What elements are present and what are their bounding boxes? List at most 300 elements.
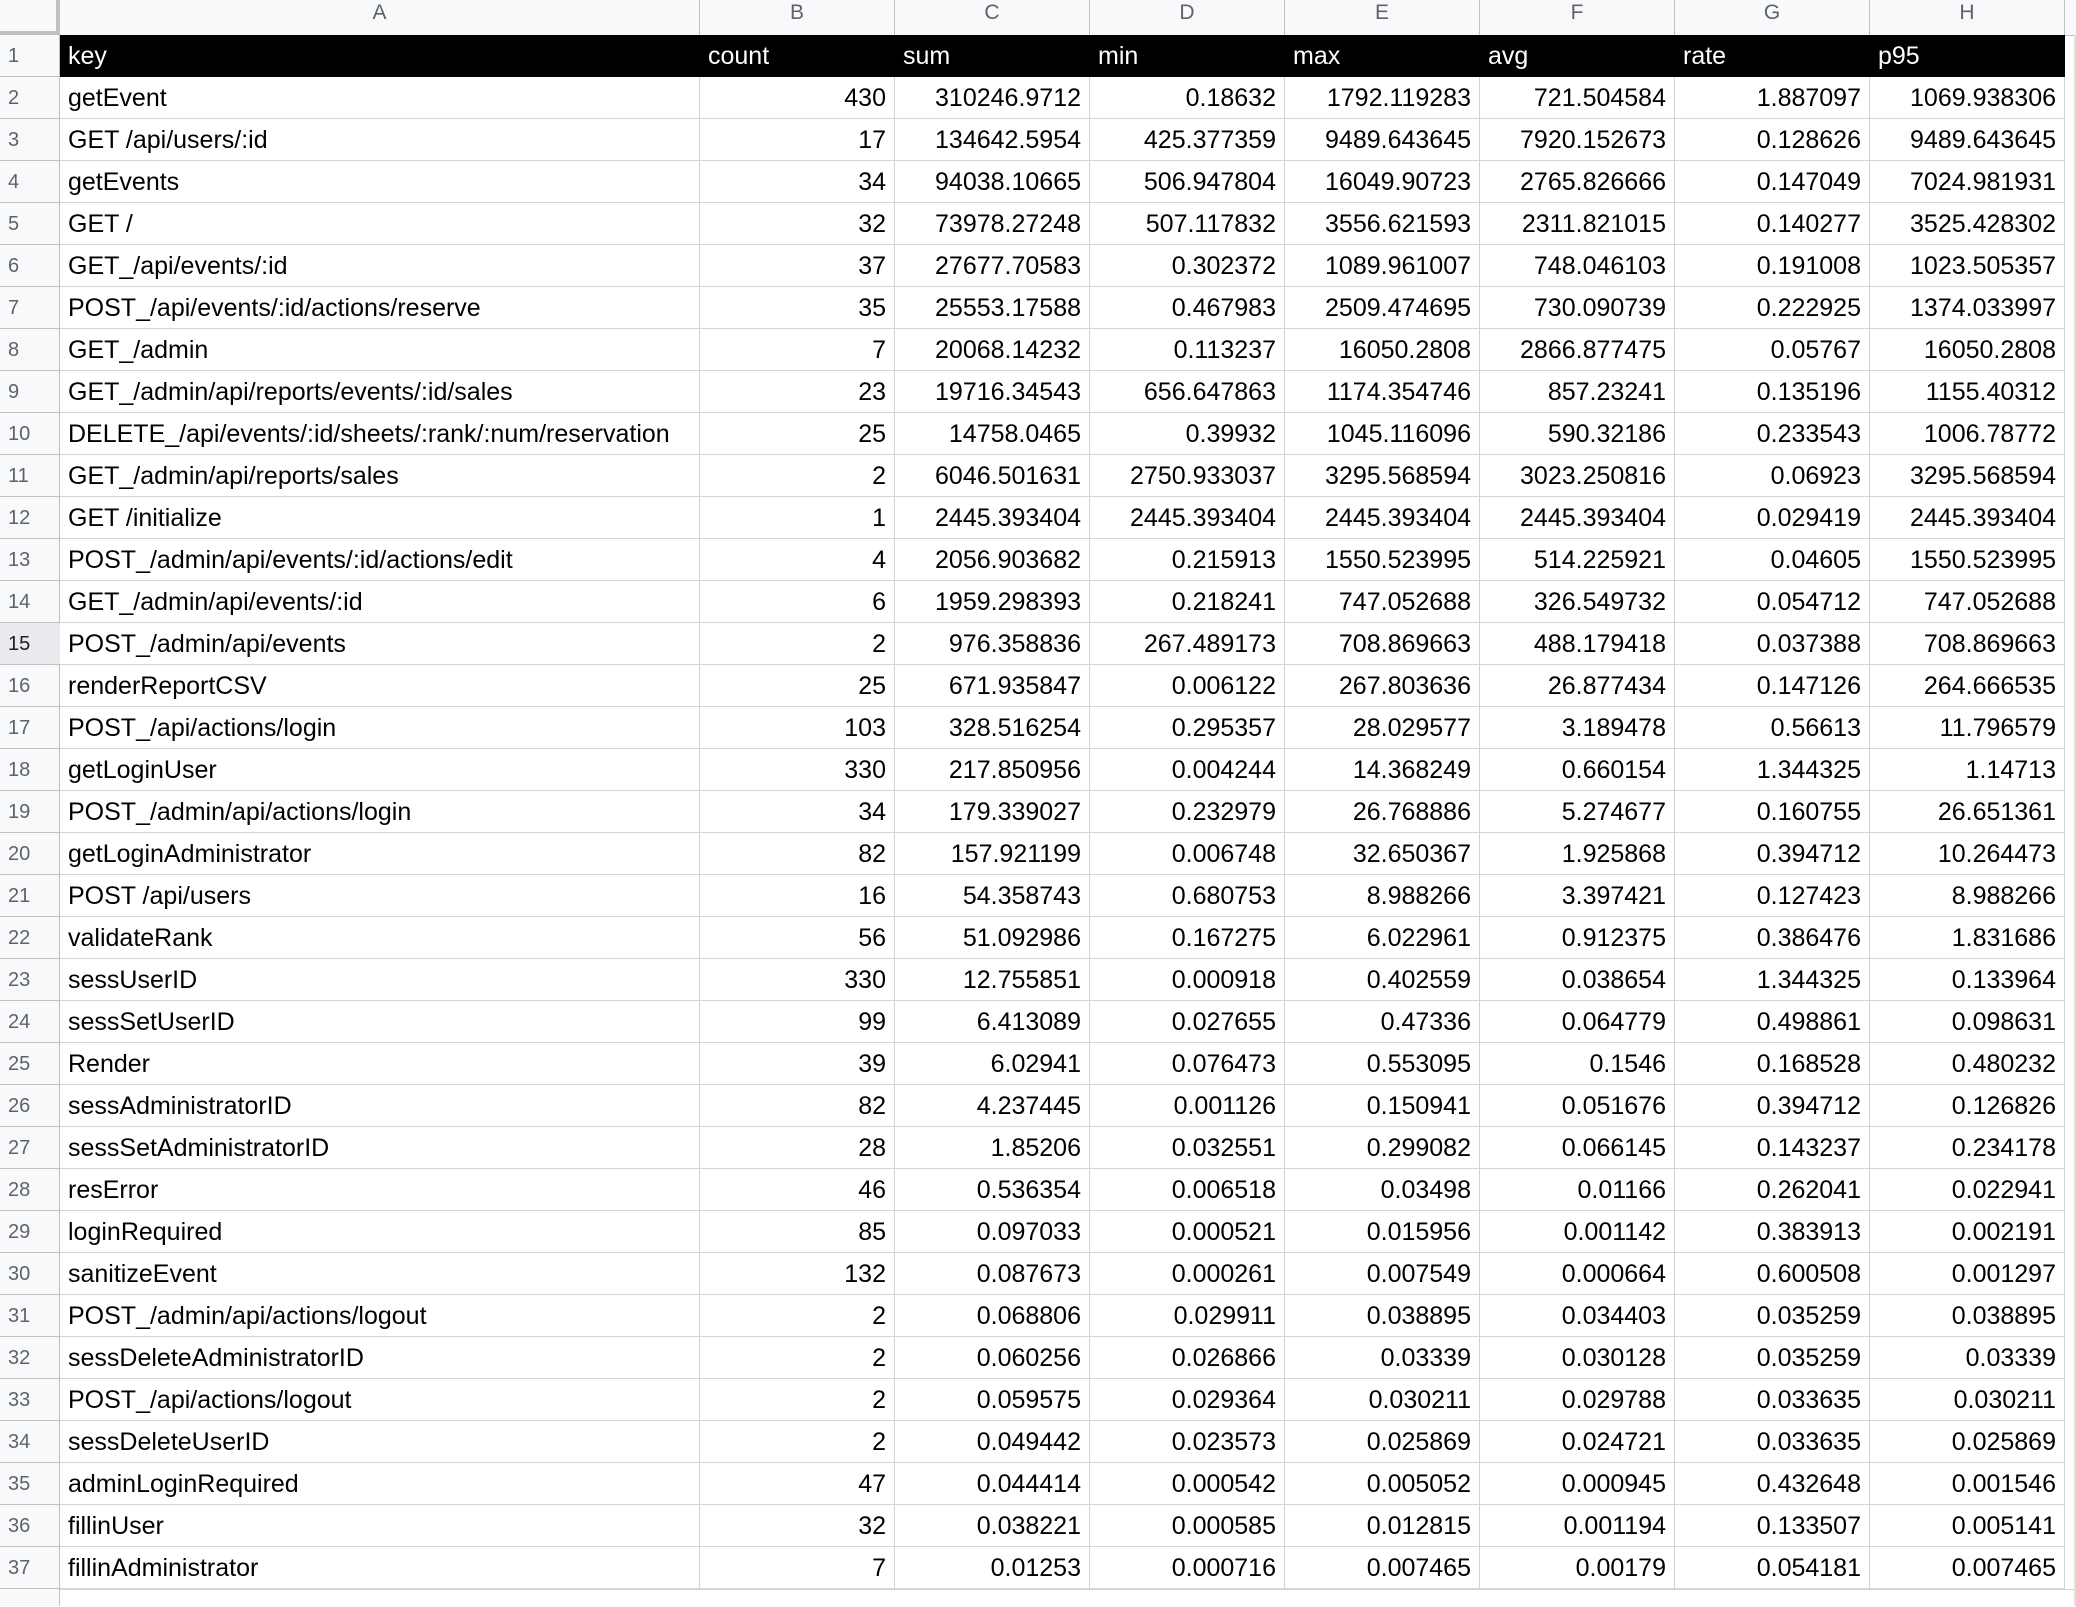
value-cell[interactable]: 35 [700, 287, 895, 329]
value-cell[interactable]: 0.023573 [1090, 1421, 1285, 1463]
column-header-h[interactable]: H [1870, 0, 2065, 35]
value-cell[interactable]: 32.650367 [1285, 833, 1480, 875]
value-cell[interactable]: 0.1546 [1480, 1043, 1675, 1085]
value-cell[interactable]: 0.030211 [1285, 1379, 1480, 1421]
header-cell-key[interactable]: key [60, 35, 700, 77]
value-cell[interactable]: 0.029419 [1675, 497, 1870, 539]
value-cell[interactable]: 0.051676 [1480, 1085, 1675, 1127]
value-cell[interactable]: 0.034403 [1480, 1295, 1675, 1337]
value-cell[interactable]: 0.167275 [1090, 917, 1285, 959]
value-cell[interactable]: 2445.393404 [1870, 497, 2065, 539]
value-cell[interactable]: 26.768886 [1285, 791, 1480, 833]
key-cell[interactable]: sessAdministratorID [60, 1085, 700, 1127]
header-cell-count[interactable]: count [700, 35, 895, 77]
value-cell[interactable]: 264.666535 [1870, 665, 2065, 707]
value-cell[interactable]: 2311.821015 [1480, 203, 1675, 245]
value-cell[interactable]: 0.536354 [895, 1169, 1090, 1211]
row-header[interactable]: 2 [0, 77, 60, 119]
value-cell[interactable]: 16 [700, 875, 895, 917]
value-cell[interactable]: 37 [700, 245, 895, 287]
value-cell[interactable]: 0.06923 [1675, 455, 1870, 497]
value-cell[interactable]: 2509.474695 [1285, 287, 1480, 329]
value-cell[interactable]: 25553.17588 [895, 287, 1090, 329]
value-cell[interactable]: 0.302372 [1090, 245, 1285, 287]
value-cell[interactable]: 1.85206 [895, 1127, 1090, 1169]
value-cell[interactable]: 0.01253 [895, 1547, 1090, 1589]
value-cell[interactable]: 2445.393404 [1090, 497, 1285, 539]
value-cell[interactable]: 2 [700, 1295, 895, 1337]
value-cell[interactable]: 0.006518 [1090, 1169, 1285, 1211]
value-cell[interactable]: 99 [700, 1001, 895, 1043]
value-cell[interactable]: 28.029577 [1285, 707, 1480, 749]
value-cell[interactable]: 85 [700, 1211, 895, 1253]
value-cell[interactable]: 0.222925 [1675, 287, 1870, 329]
value-cell[interactable]: 0.480232 [1870, 1043, 2065, 1085]
value-cell[interactable]: 0.600508 [1675, 1253, 1870, 1295]
value-cell[interactable]: 0.038221 [895, 1505, 1090, 1547]
value-cell[interactable]: 1550.523995 [1285, 539, 1480, 581]
value-cell[interactable]: 0.143237 [1675, 1127, 1870, 1169]
row-header[interactable]: 13 [0, 539, 60, 581]
value-cell[interactable]: 132 [700, 1253, 895, 1295]
key-cell[interactable]: POST_/api/events/:id/actions/reserve [60, 287, 700, 329]
key-cell[interactable]: loginRequired [60, 1211, 700, 1253]
value-cell[interactable]: 0.147049 [1675, 161, 1870, 203]
value-cell[interactable]: 2445.393404 [1480, 497, 1675, 539]
value-cell[interactable]: 2 [700, 455, 895, 497]
value-cell[interactable]: 747.052688 [1870, 581, 2065, 623]
row-header[interactable]: 34 [0, 1421, 60, 1463]
value-cell[interactable]: 425.377359 [1090, 119, 1285, 161]
value-cell[interactable]: 721.504584 [1480, 77, 1675, 119]
value-cell[interactable]: 1374.033997 [1870, 287, 2065, 329]
key-cell[interactable]: GET / [60, 203, 700, 245]
value-cell[interactable]: 0.038895 [1285, 1295, 1480, 1337]
key-cell[interactable]: GET_/admin [60, 329, 700, 371]
value-cell[interactable]: 28 [700, 1127, 895, 1169]
value-cell[interactable]: 7024.981931 [1870, 161, 2065, 203]
value-cell[interactable]: 94038.10665 [895, 161, 1090, 203]
value-cell[interactable]: 2866.877475 [1480, 329, 1675, 371]
value-cell[interactable]: 0.098631 [1870, 1001, 2065, 1043]
value-cell[interactable]: 0.001297 [1870, 1253, 2065, 1295]
value-cell[interactable]: 0.000716 [1090, 1547, 1285, 1589]
value-cell[interactable]: 330 [700, 959, 895, 1001]
value-cell[interactable]: 56 [700, 917, 895, 959]
value-cell[interactable]: 0.029788 [1480, 1379, 1675, 1421]
row-header[interactable]: 25 [0, 1043, 60, 1085]
value-cell[interactable]: 2 [700, 1421, 895, 1463]
value-cell[interactable]: 10.264473 [1870, 833, 2065, 875]
value-cell[interactable]: 0.000585 [1090, 1505, 1285, 1547]
value-cell[interactable]: 3525.428302 [1870, 203, 2065, 245]
value-cell[interactable]: 1792.119283 [1285, 77, 1480, 119]
value-cell[interactable]: 0.006748 [1090, 833, 1285, 875]
value-cell[interactable]: 430 [700, 77, 895, 119]
value-cell[interactable]: 0.035259 [1675, 1295, 1870, 1337]
row-header[interactable]: 31 [0, 1295, 60, 1337]
column-header-g[interactable]: G [1675, 0, 1870, 35]
row-header[interactable]: 28 [0, 1169, 60, 1211]
value-cell[interactable]: 1045.116096 [1285, 413, 1480, 455]
value-cell[interactable]: 0.18632 [1090, 77, 1285, 119]
column-header-c[interactable]: C [895, 0, 1090, 35]
value-cell[interactable]: 0.087673 [895, 1253, 1090, 1295]
value-cell[interactable]: 0.025869 [1285, 1421, 1480, 1463]
value-cell[interactable]: 157.921199 [895, 833, 1090, 875]
key-cell[interactable]: GET /initialize [60, 497, 700, 539]
value-cell[interactable]: 26.877434 [1480, 665, 1675, 707]
row-header[interactable]: 10 [0, 413, 60, 455]
value-cell[interactable]: 0.064779 [1480, 1001, 1675, 1043]
value-cell[interactable]: 747.052688 [1285, 581, 1480, 623]
value-cell[interactable]: 1.831686 [1870, 917, 2065, 959]
value-cell[interactable]: 8.988266 [1285, 875, 1480, 917]
value-cell[interactable]: 267.803636 [1285, 665, 1480, 707]
value-cell[interactable]: 25 [700, 665, 895, 707]
value-cell[interactable]: 0.038895 [1870, 1295, 2065, 1337]
value-cell[interactable]: 1069.938306 [1870, 77, 2065, 119]
value-cell[interactable]: 976.358836 [895, 623, 1090, 665]
value-cell[interactable]: 0.044414 [895, 1463, 1090, 1505]
value-cell[interactable]: 0.680753 [1090, 875, 1285, 917]
value-cell[interactable]: 0.024721 [1480, 1421, 1675, 1463]
row-header[interactable]: 37 [0, 1547, 60, 1589]
header-cell-min[interactable]: min [1090, 35, 1285, 77]
value-cell[interactable]: 0.394712 [1675, 1085, 1870, 1127]
value-cell[interactable]: 0.03498 [1285, 1169, 1480, 1211]
value-cell[interactable]: 0.032551 [1090, 1127, 1285, 1169]
value-cell[interactable]: 3023.250816 [1480, 455, 1675, 497]
value-cell[interactable]: 1174.354746 [1285, 371, 1480, 413]
value-cell[interactable]: 0.030211 [1870, 1379, 2065, 1421]
key-cell[interactable]: GET_/admin/api/reports/events/:id/sales [60, 371, 700, 413]
value-cell[interactable]: 1.887097 [1675, 77, 1870, 119]
value-cell[interactable]: 0.001126 [1090, 1085, 1285, 1127]
row-header[interactable]: 9 [0, 371, 60, 413]
row-header[interactable]: 14 [0, 581, 60, 623]
row-header[interactable]: 32 [0, 1337, 60, 1379]
header-cell-rate[interactable]: rate [1675, 35, 1870, 77]
value-cell[interactable]: 326.549732 [1480, 581, 1675, 623]
row-header[interactable]: 22 [0, 917, 60, 959]
value-cell[interactable]: 488.179418 [1480, 623, 1675, 665]
value-cell[interactable]: 0.015956 [1285, 1211, 1480, 1253]
value-cell[interactable]: 0.03339 [1870, 1337, 2065, 1379]
value-cell[interactable]: 2 [700, 1337, 895, 1379]
value-cell[interactable]: 0.140277 [1675, 203, 1870, 245]
key-cell[interactable]: POST_/admin/api/events [60, 623, 700, 665]
value-cell[interactable]: 0.467983 [1090, 287, 1285, 329]
value-cell[interactable]: 47 [700, 1463, 895, 1505]
value-cell[interactable]: 7 [700, 329, 895, 371]
value-cell[interactable]: 328.516254 [895, 707, 1090, 749]
value-cell[interactable]: 23 [700, 371, 895, 413]
value-cell[interactable]: 0.127423 [1675, 875, 1870, 917]
value-cell[interactable]: 46 [700, 1169, 895, 1211]
value-cell[interactable]: 6.413089 [895, 1001, 1090, 1043]
value-cell[interactable]: 2750.933037 [1090, 455, 1285, 497]
row-header[interactable]: 17 [0, 707, 60, 749]
key-cell[interactable]: getEvents [60, 161, 700, 203]
value-cell[interactable]: 6.02941 [895, 1043, 1090, 1085]
value-cell[interactable]: 3295.568594 [1870, 455, 2065, 497]
row-header[interactable]: 27 [0, 1127, 60, 1169]
value-cell[interactable]: 0.012815 [1285, 1505, 1480, 1547]
value-cell[interactable]: 0.126826 [1870, 1085, 2065, 1127]
row-header[interactable]: 33 [0, 1379, 60, 1421]
row-header[interactable]: 5 [0, 203, 60, 245]
key-cell[interactable]: adminLoginRequired [60, 1463, 700, 1505]
value-cell[interactable]: 0.006122 [1090, 665, 1285, 707]
key-cell[interactable]: Render [60, 1043, 700, 1085]
value-cell[interactable]: 0.383913 [1675, 1211, 1870, 1253]
value-cell[interactable]: 217.850956 [895, 749, 1090, 791]
key-cell[interactable]: fillinAdministrator [60, 1547, 700, 1589]
value-cell[interactable]: 0.912375 [1480, 917, 1675, 959]
value-cell[interactable]: 0.054712 [1675, 581, 1870, 623]
value-cell[interactable]: 0.133964 [1870, 959, 2065, 1001]
row-header[interactable]: 18 [0, 749, 60, 791]
value-cell[interactable]: 708.869663 [1285, 623, 1480, 665]
row-header[interactable]: 16 [0, 665, 60, 707]
key-cell[interactable]: sessDeleteAdministratorID [60, 1337, 700, 1379]
value-cell[interactable]: 0.00179 [1480, 1547, 1675, 1589]
value-cell[interactable]: 0.029911 [1090, 1295, 1285, 1337]
key-cell[interactable]: GET_/admin/api/events/:id [60, 581, 700, 623]
value-cell[interactable]: 0.000261 [1090, 1253, 1285, 1295]
value-cell[interactable]: 2445.393404 [895, 497, 1090, 539]
value-cell[interactable]: 0.049442 [895, 1421, 1090, 1463]
value-cell[interactable]: 82 [700, 1085, 895, 1127]
value-cell[interactable]: 590.32186 [1480, 413, 1675, 455]
value-cell[interactable]: 0.03339 [1285, 1337, 1480, 1379]
key-cell[interactable]: sessDeleteUserID [60, 1421, 700, 1463]
value-cell[interactable]: 7920.152673 [1480, 119, 1675, 161]
value-cell[interactable]: 0.001194 [1480, 1505, 1675, 1547]
key-cell[interactable]: getLoginAdministrator [60, 833, 700, 875]
row-header[interactable]: 30 [0, 1253, 60, 1295]
row-header[interactable]: 21 [0, 875, 60, 917]
value-cell[interactable]: 748.046103 [1480, 245, 1675, 287]
value-cell[interactable]: 54.358743 [895, 875, 1090, 917]
value-cell[interactable]: 0.002191 [1870, 1211, 2065, 1253]
value-cell[interactable]: 0.233543 [1675, 413, 1870, 455]
value-cell[interactable]: 2765.826666 [1480, 161, 1675, 203]
row-header[interactable]: 36 [0, 1505, 60, 1547]
value-cell[interactable]: 0.007465 [1870, 1547, 2065, 1589]
value-cell[interactable]: 26.651361 [1870, 791, 2065, 833]
column-header-b[interactable]: B [700, 0, 895, 35]
value-cell[interactable]: 0.56613 [1675, 707, 1870, 749]
key-cell[interactable]: GET_/admin/api/reports/sales [60, 455, 700, 497]
value-cell[interactable]: 14.368249 [1285, 749, 1480, 791]
value-cell[interactable]: 0.022941 [1870, 1169, 2065, 1211]
row-header[interactable]: 19 [0, 791, 60, 833]
value-cell[interactable]: 0.005052 [1285, 1463, 1480, 1505]
value-cell[interactable]: 0.000521 [1090, 1211, 1285, 1253]
value-cell[interactable]: 857.23241 [1480, 371, 1675, 413]
value-cell[interactable]: 34 [700, 161, 895, 203]
column-header-e[interactable]: E [1285, 0, 1480, 35]
value-cell[interactable]: 3295.568594 [1285, 455, 1480, 497]
value-cell[interactable]: 0.386476 [1675, 917, 1870, 959]
row-header[interactable]: 35 [0, 1463, 60, 1505]
value-cell[interactable]: 0.232979 [1090, 791, 1285, 833]
value-cell[interactable]: 39 [700, 1043, 895, 1085]
header-cell-p95[interactable]: p95 [1870, 35, 2065, 77]
value-cell[interactable]: 0.038654 [1480, 959, 1675, 1001]
value-cell[interactable]: 103 [700, 707, 895, 749]
key-cell[interactable]: GET_/api/events/:id [60, 245, 700, 287]
value-cell[interactable]: 5.274677 [1480, 791, 1675, 833]
value-cell[interactable]: 16050.2808 [1870, 329, 2065, 371]
value-cell[interactable]: 0.113237 [1090, 329, 1285, 371]
value-cell[interactable]: 2056.903682 [895, 539, 1090, 581]
value-cell[interactable]: 73978.27248 [895, 203, 1090, 245]
value-cell[interactable]: 0.033635 [1675, 1421, 1870, 1463]
value-cell[interactable]: 1006.78772 [1870, 413, 2065, 455]
value-cell[interactable]: 0.054181 [1675, 1547, 1870, 1589]
value-cell[interactable]: 12.755851 [895, 959, 1090, 1001]
value-cell[interactable]: 0.168528 [1675, 1043, 1870, 1085]
key-cell[interactable]: GET /api/users/:id [60, 119, 700, 161]
row-header[interactable]: 26 [0, 1085, 60, 1127]
value-cell[interactable]: 1.344325 [1675, 959, 1870, 1001]
value-cell[interactable]: 1.344325 [1675, 749, 1870, 791]
value-cell[interactable]: 32 [700, 203, 895, 245]
value-cell[interactable]: 0.234178 [1870, 1127, 2065, 1169]
header-cell-avg[interactable]: avg [1480, 35, 1675, 77]
value-cell[interactable]: 9489.643645 [1285, 119, 1480, 161]
key-cell[interactable]: DELETE_/api/events/:id/sheets/:rank/:num/reservation [60, 413, 700, 455]
key-cell[interactable]: fillinUser [60, 1505, 700, 1547]
value-cell[interactable]: 507.117832 [1090, 203, 1285, 245]
column-header-d[interactable]: D [1090, 0, 1285, 35]
key-cell[interactable]: POST_/api/actions/login [60, 707, 700, 749]
value-cell[interactable]: 9489.643645 [1870, 119, 2065, 161]
value-cell[interactable]: 1089.961007 [1285, 245, 1480, 287]
value-cell[interactable]: 1550.523995 [1870, 539, 2065, 581]
key-cell[interactable]: POST_/admin/api/actions/login [60, 791, 700, 833]
value-cell[interactable]: 0.000945 [1480, 1463, 1675, 1505]
key-cell[interactable]: sanitizeEvent [60, 1253, 700, 1295]
value-cell[interactable]: 0.147126 [1675, 665, 1870, 707]
value-cell[interactable]: 0.295357 [1090, 707, 1285, 749]
value-cell[interactable]: 0.133507 [1675, 1505, 1870, 1547]
value-cell[interactable]: 8.988266 [1870, 875, 2065, 917]
value-cell[interactable]: 6.022961 [1285, 917, 1480, 959]
key-cell[interactable]: POST /api/users [60, 875, 700, 917]
key-cell[interactable]: resError [60, 1169, 700, 1211]
value-cell[interactable]: 506.947804 [1090, 161, 1285, 203]
value-cell[interactable]: 0.001142 [1480, 1211, 1675, 1253]
value-cell[interactable]: 4 [700, 539, 895, 581]
value-cell[interactable]: 2 [700, 1379, 895, 1421]
header-cell-sum[interactable]: sum [895, 35, 1090, 77]
value-cell[interactable]: 19716.34543 [895, 371, 1090, 413]
value-cell[interactable]: 267.489173 [1090, 623, 1285, 665]
value-cell[interactable]: 0.066145 [1480, 1127, 1675, 1169]
value-cell[interactable]: 7 [700, 1547, 895, 1589]
column-header-f[interactable]: F [1480, 0, 1675, 35]
value-cell[interactable]: 0.076473 [1090, 1043, 1285, 1085]
value-cell[interactable]: 0.059575 [895, 1379, 1090, 1421]
value-cell[interactable]: 3556.621593 [1285, 203, 1480, 245]
value-cell[interactable]: 1155.40312 [1870, 371, 2065, 413]
select-all-corner[interactable] [0, 0, 60, 35]
value-cell[interactable]: 134642.5954 [895, 119, 1090, 161]
key-cell[interactable]: validateRank [60, 917, 700, 959]
value-cell[interactable]: 0.030128 [1480, 1337, 1675, 1379]
value-cell[interactable]: 0.660154 [1480, 749, 1675, 791]
key-cell[interactable]: getLoginUser [60, 749, 700, 791]
value-cell[interactable]: 0.215913 [1090, 539, 1285, 581]
value-cell[interactable]: 3.189478 [1480, 707, 1675, 749]
value-cell[interactable]: 51.092986 [895, 917, 1090, 959]
value-cell[interactable]: 1.14713 [1870, 749, 2065, 791]
row-header[interactable]: 15 [0, 623, 60, 665]
value-cell[interactable]: 11.796579 [1870, 707, 2065, 749]
value-cell[interactable]: 0.068806 [895, 1295, 1090, 1337]
value-cell[interactable]: 16050.2808 [1285, 329, 1480, 371]
row-header[interactable]: 24 [0, 1001, 60, 1043]
value-cell[interactable]: 0.033635 [1675, 1379, 1870, 1421]
row-header[interactable]: 23 [0, 959, 60, 1001]
value-cell[interactable]: 0.218241 [1090, 581, 1285, 623]
value-cell[interactable]: 0.394712 [1675, 833, 1870, 875]
value-cell[interactable]: 0.035259 [1675, 1337, 1870, 1379]
value-cell[interactable]: 671.935847 [895, 665, 1090, 707]
value-cell[interactable]: 2 [700, 623, 895, 665]
value-cell[interactable]: 0.007549 [1285, 1253, 1480, 1295]
value-cell[interactable]: 0.005141 [1870, 1505, 2065, 1547]
key-cell[interactable]: POST_/api/actions/logout [60, 1379, 700, 1421]
value-cell[interactable]: 330 [700, 749, 895, 791]
value-cell[interactable]: 1.925868 [1480, 833, 1675, 875]
value-cell[interactable]: 0.262041 [1675, 1169, 1870, 1211]
key-cell[interactable]: renderReportCSV [60, 665, 700, 707]
row-header[interactable]: 1 [0, 35, 60, 77]
value-cell[interactable]: 0.029364 [1090, 1379, 1285, 1421]
value-cell[interactable]: 0.47336 [1285, 1001, 1480, 1043]
value-cell[interactable]: 514.225921 [1480, 539, 1675, 581]
row-header[interactable]: 6 [0, 245, 60, 287]
value-cell[interactable]: 6 [700, 581, 895, 623]
value-cell[interactable]: 0.000664 [1480, 1253, 1675, 1295]
value-cell[interactable]: 0.026866 [1090, 1337, 1285, 1379]
value-cell[interactable]: 0.097033 [895, 1211, 1090, 1253]
row-header[interactable]: 11 [0, 455, 60, 497]
key-cell[interactable]: sessSetUserID [60, 1001, 700, 1043]
value-cell[interactable]: 0.39932 [1090, 413, 1285, 455]
row-header[interactable]: 29 [0, 1211, 60, 1253]
value-cell[interactable]: 0.05767 [1675, 329, 1870, 371]
column-header-a[interactable]: A [60, 0, 700, 35]
row-header[interactable]: 20 [0, 833, 60, 875]
key-cell[interactable]: sessSetAdministratorID [60, 1127, 700, 1169]
value-cell[interactable]: 4.237445 [895, 1085, 1090, 1127]
value-cell[interactable]: 1959.298393 [895, 581, 1090, 623]
value-cell[interactable]: 656.647863 [1090, 371, 1285, 413]
value-cell[interactable]: 0.150941 [1285, 1085, 1480, 1127]
row-header[interactable]: 12 [0, 497, 60, 539]
value-cell[interactable]: 0.001546 [1870, 1463, 2065, 1505]
value-cell[interactable]: 0.007465 [1285, 1547, 1480, 1589]
value-cell[interactable]: 2445.393404 [1285, 497, 1480, 539]
value-cell[interactable]: 6046.501631 [895, 455, 1090, 497]
value-cell[interactable]: 0.128626 [1675, 119, 1870, 161]
